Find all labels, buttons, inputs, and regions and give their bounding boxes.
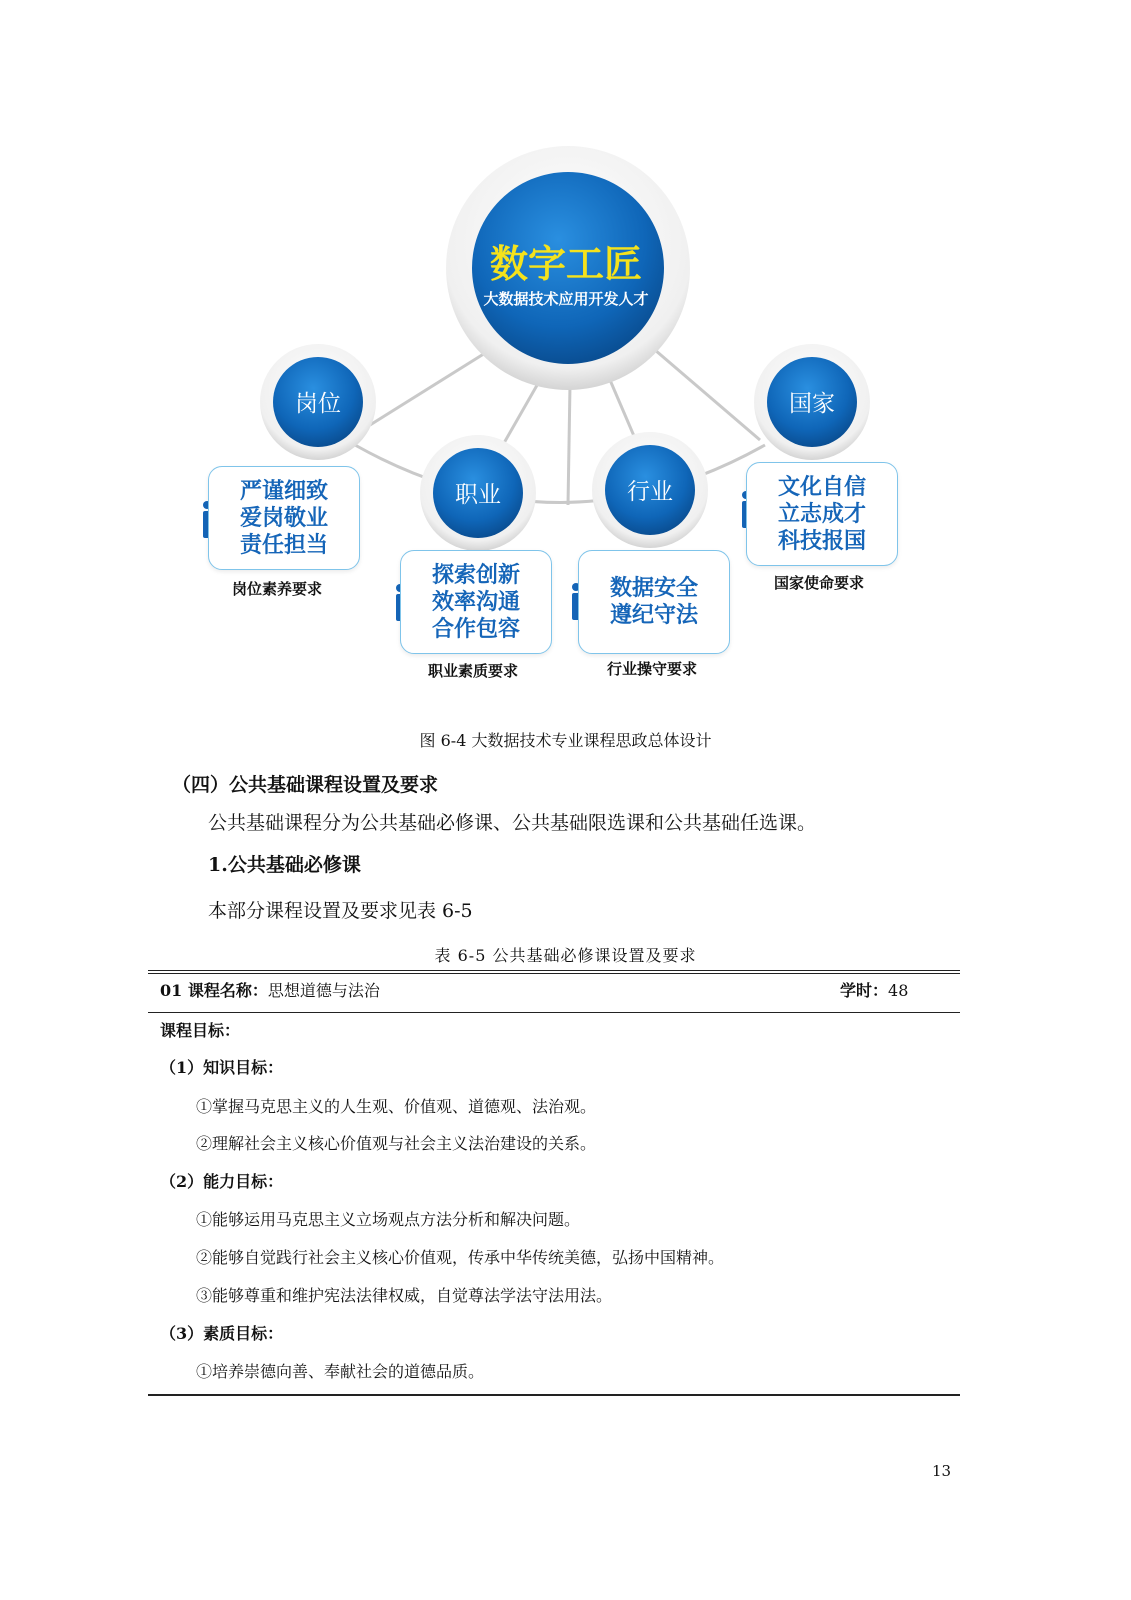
box-line: 爱岗敬业 (239, 505, 328, 531)
requirement-box-hangye (578, 550, 730, 654)
requirement-label-hangye: 行业操守要求 (606, 660, 697, 678)
section-intro: 公共基础课程分为公共基础必修课、公共基础限选课和公共基础任选课。 (208, 812, 817, 834)
hours-cell (840, 978, 908, 1001)
box-line: 科技报国 (777, 528, 866, 554)
table-top-rule (148, 973, 960, 974)
box-line: 遵纪守法 (609, 603, 698, 628)
goals-label: 课程目标： (160, 1021, 241, 1040)
requirement-label-guojia: 国家使命要求 (773, 574, 864, 592)
table-rule (148, 1012, 960, 1013)
sub-text: 本部分课程设置及要求见表 6-5 (208, 900, 473, 922)
node-label-gangwei: 岗位 (295, 391, 341, 417)
goal-item: ③能够尊重和维护宪法法律权威，自觉尊法学法守法用法。 (196, 1286, 613, 1305)
node-label-zhiye: 职业 (455, 482, 501, 508)
node-label-guojia: 国家 (789, 391, 835, 417)
sub-heading: 1.公共基础必修课 (208, 854, 361, 876)
curriculum-diagram (0, 0, 1131, 720)
center-subtitle: 大数据技术应用开发人才 (483, 290, 649, 308)
page-number: 13 (932, 1462, 952, 1480)
requirement-box-gangwei (208, 466, 360, 570)
requirement-label-zhiye: 职业素质要求 (427, 662, 518, 680)
section-heading: （四）公共基础课程设置及要求 (172, 774, 439, 796)
connector-line (568, 385, 570, 505)
course-name: 思想道德与法治 (267, 981, 380, 1000)
goal-item: ①培养崇德向善、奉献社会的道德品质。 (196, 1362, 485, 1381)
box-line: 责任担当 (239, 532, 328, 558)
goal-group-title: （1）知识目标： (160, 1058, 284, 1077)
goal-item: ①掌握马克思主义的人生观、价值观、道德观、法治观。 (196, 1097, 597, 1116)
requirement-box-zhiye (400, 550, 552, 654)
course-label: 01 课程名称： (160, 981, 268, 1000)
goal-group-title: （3）素质目标： (160, 1324, 284, 1343)
center-title: 数字工匠 (489, 242, 643, 286)
box-line: 数据安全 (609, 576, 698, 601)
box-line: 立志成才 (777, 501, 866, 527)
goal-group-title: （2）能力目标： (160, 1172, 284, 1191)
goal-item: ②能够自觉践行社会主义核心价值观，传承中华传统美德，弘扬中国精神。 (196, 1248, 725, 1267)
goal-item: ②理解社会主义核心价值观与社会主义法治建设的关系。 (196, 1134, 597, 1153)
connector-line (500, 380, 540, 450)
box-line: 探索创新 (431, 562, 520, 588)
figure-caption: 图 6-4 大数据技术专业课程思政总体设计 (419, 731, 712, 750)
course-name-row (160, 978, 380, 1001)
connector-line (655, 350, 760, 440)
box-line: 效率沟通 (431, 589, 520, 615)
node-label-hangye: 行业 (627, 479, 673, 505)
requirement-label-gangwei: 岗位素养要求 (231, 580, 322, 598)
requirement-box-guojia (746, 462, 898, 566)
box-line: 严谨细致 (239, 478, 328, 504)
table-caption: 表 6-5 公共基础必修课设置及要求 (434, 946, 697, 965)
connector-line (370, 350, 490, 425)
box-line: 文化自信 (777, 474, 866, 500)
diagram-graphics (0, 0, 1131, 720)
box-line: 合作包容 (431, 616, 520, 642)
hours-label: 学时： (840, 981, 889, 1000)
hours-value: 48 (888, 981, 909, 1000)
table-bottom-rule (148, 1394, 960, 1396)
goal-item: ①能够运用马克思主义立场观点方法分析和解决问题。 (196, 1210, 581, 1229)
table-top-rule (148, 970, 960, 971)
